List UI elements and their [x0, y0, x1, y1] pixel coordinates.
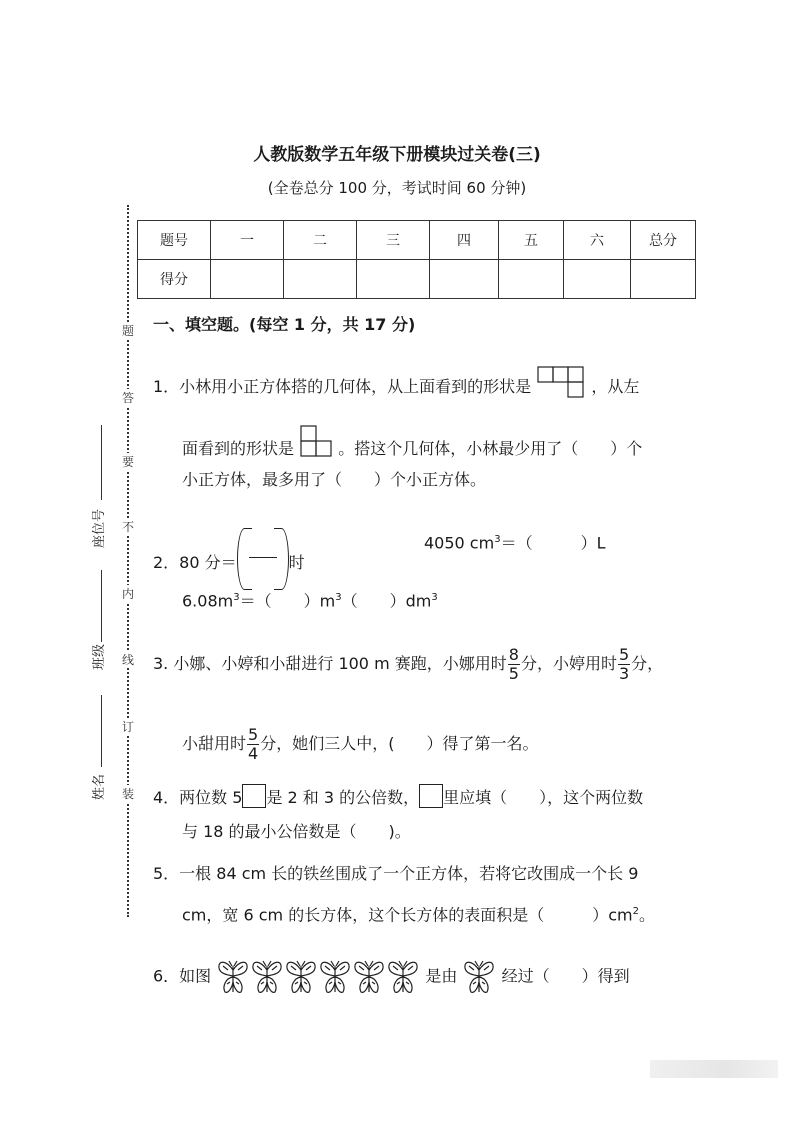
score-header-cell: 三: [357, 221, 430, 260]
score-header-cell: 五: [499, 221, 564, 260]
q2-text: （ ）dm: [341, 591, 432, 611]
butterfly-icon: [250, 958, 284, 996]
score-header-cell: 四: [430, 221, 499, 260]
seat-number-field[interactable]: [101, 425, 103, 500]
q1-text: ，从左: [591, 377, 640, 396]
score-header-cell: 总分: [631, 221, 696, 260]
fraction-denominator: 4: [248, 744, 259, 763]
question-2-part-2: [424, 528, 605, 555]
q2-sup: 3: [233, 592, 240, 603]
class-field[interactable]: [101, 570, 103, 642]
top-view-figure: [536, 366, 586, 400]
section-heading: 一、填空题。(每空 1 分，共 17 分): [153, 315, 416, 334]
q3-text: 分，: [631, 654, 664, 673]
binding-char: 线: [121, 653, 134, 667]
score-cell[interactable]: [284, 260, 357, 299]
question-4-line-1: [153, 784, 643, 810]
score-cell[interactable]: [499, 260, 564, 299]
score-cell[interactable]: [631, 260, 696, 299]
binding-char: 内: [121, 587, 134, 601]
q5-sup: 2: [632, 906, 639, 917]
q1-text: 面看到的形状是: [182, 439, 295, 458]
fraction-denominator: 5: [508, 664, 519, 683]
question-4-line-2: 与 18 的最小公倍数是（ )。: [182, 822, 411, 841]
binding-char: 订: [121, 720, 134, 734]
q5-text: 。: [638, 905, 655, 925]
q2-sup: 3: [494, 534, 501, 545]
question-5-line-1: 5．一根 84 cm 长的铁丝围成了一个正方体，若将它改围成一个长 9: [153, 864, 639, 883]
score-table: [137, 220, 696, 299]
score-header-cell: 二: [284, 221, 357, 260]
exam-info: (全卷总分 100 分，考试时间 60 分钟): [267, 179, 527, 197]
fraction-numerator: 5: [248, 725, 259, 744]
butterfly-icon: [386, 958, 420, 996]
score-cell[interactable]: [564, 260, 631, 299]
butterfly-icon: [352, 958, 386, 996]
question-1-line-3: 小正方体，最多用了（ ）个小正方体。: [182, 470, 487, 489]
question-6-line-1: [153, 958, 630, 996]
q2-text: 时: [288, 553, 305, 572]
class-label: 班级: [92, 643, 107, 670]
digit-box[interactable]: [242, 784, 266, 808]
fraction-denominator: 3: [618, 664, 630, 683]
q1-text: 1．小林用小正方体搭的几何体，从上面看到的形状是: [153, 377, 532, 396]
fraction: [508, 646, 520, 683]
fraction-blank[interactable]: [237, 528, 289, 588]
butterfly-pattern: [216, 967, 420, 986]
name-label: 姓名: [92, 773, 107, 800]
q2-sup: 3: [431, 592, 438, 603]
score-cell[interactable]: [357, 260, 430, 299]
fraction-numerator: 8: [508, 645, 519, 664]
butterfly-icon: [462, 958, 496, 996]
score-header-cell: 题号: [138, 221, 211, 260]
q1-text: 。搭这个几何体，小林最少用了（ ）个: [338, 439, 643, 458]
binding-char: 装: [121, 787, 134, 801]
butterfly-icon: [284, 958, 318, 996]
q2-text: 6.08m: [182, 591, 234, 611]
q3-text: 分，小婷用时: [520, 654, 617, 673]
digit-box: [419, 784, 443, 808]
score-table-header-row: [138, 221, 696, 260]
question-1-line-2: [182, 424, 642, 461]
q4-text: 4．两位数 5: [153, 788, 243, 807]
question-3-line-2: [182, 726, 538, 763]
question-1-line-1: [153, 366, 639, 400]
score-cell[interactable]: [430, 260, 499, 299]
q6-text: 6．如图: [153, 966, 212, 986]
q6-text: 经过（ ）得到: [501, 966, 630, 986]
butterfly-icon: [318, 958, 352, 996]
q2-text: ＝（ ）L: [500, 533, 606, 553]
binding-char: 不: [121, 520, 134, 534]
binding-char: 题: [121, 324, 134, 338]
score-header-cell: 六: [564, 221, 631, 260]
q2-text: ＝（ ）m: [239, 591, 336, 611]
fraction: [247, 726, 259, 763]
q6-text: 是由: [425, 966, 458, 986]
score-header-cell: 一: [211, 221, 284, 260]
butterfly-unit: [462, 967, 496, 986]
q2-sup: 3: [335, 592, 342, 603]
fraction-numerator: 5: [618, 645, 630, 664]
butterfly-icon: [216, 958, 250, 996]
seat-number-label: 座位号: [92, 508, 107, 548]
score-table-score-row: [138, 260, 696, 299]
score-row-label: 得分: [138, 260, 211, 299]
q4-text: 是 2 和 3 的公倍数，: [266, 788, 420, 807]
left-view-figure: [299, 424, 333, 460]
binding-char: 答: [121, 391, 134, 405]
page-title: 人教版数学五年级下册模块过关卷(三): [253, 145, 541, 165]
q4-text: 里应填（ ），这个两位数: [443, 788, 644, 807]
q3-text: 分，她们三人中，( ）得了第一名。: [260, 734, 539, 753]
q2-text: 4050 cm: [424, 533, 495, 553]
score-cell[interactable]: [211, 260, 284, 299]
name-field[interactable]: [101, 695, 103, 767]
question-3-line-1: [153, 646, 663, 683]
q2-text: 2．80 分＝: [153, 553, 237, 572]
q5-text: cm，宽 6 cm 的长方体，这个长方体的表面积是（ ）cm: [182, 905, 633, 925]
question-2-line-1: [153, 528, 305, 588]
question-2-line-2: [182, 586, 438, 613]
fraction: [618, 646, 630, 683]
question-5-line-2: [182, 900, 655, 927]
q3-text: 小甜用时: [182, 734, 247, 753]
watermark-blur: [650, 1060, 778, 1078]
q3-text: 3. 小娜、小婷和小甜进行 100 m 赛跑，小娜用时: [153, 654, 507, 673]
binding-dotted-line: [127, 205, 129, 917]
binding-char: 要: [121, 455, 134, 469]
